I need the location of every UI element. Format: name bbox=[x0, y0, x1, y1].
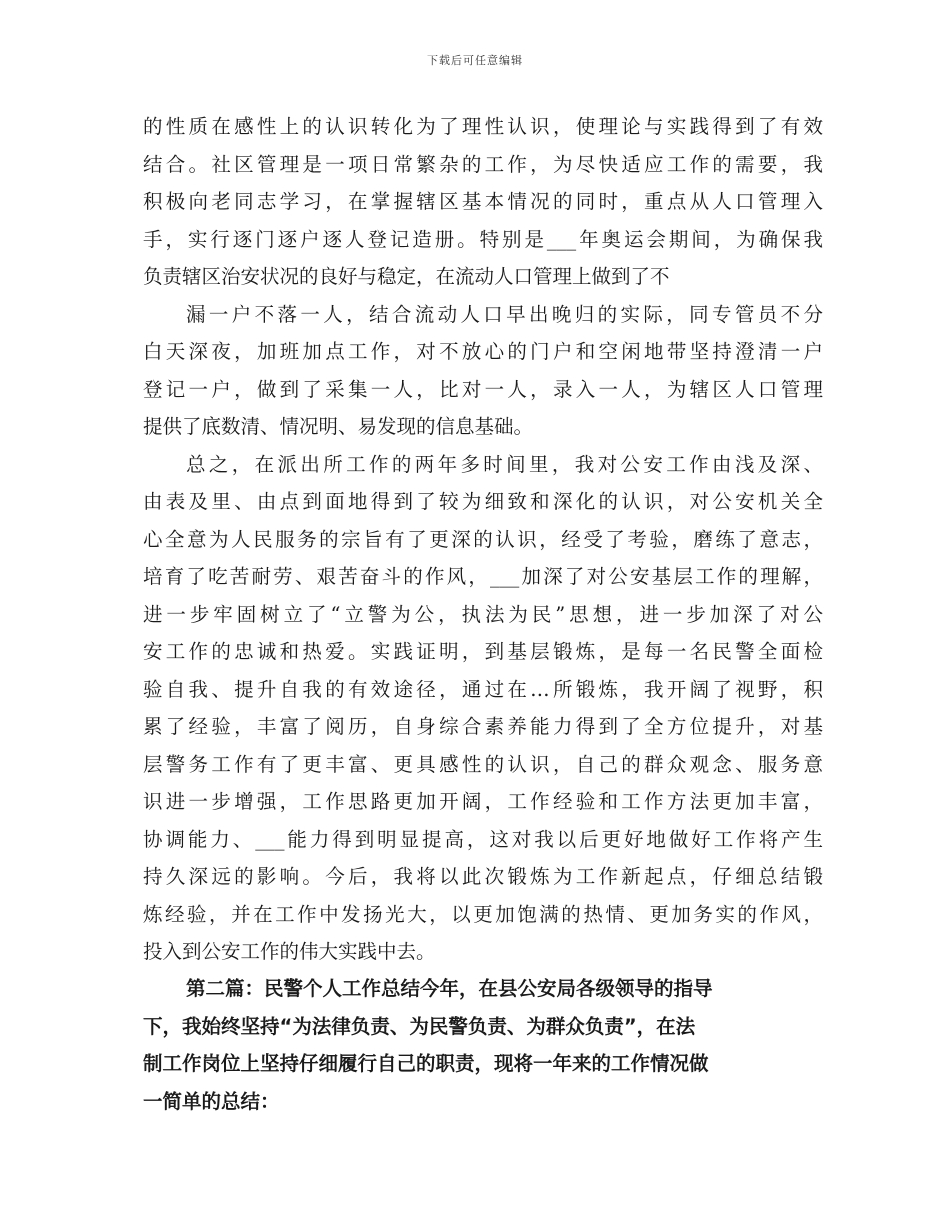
text-line: 积极向老同志学习，在掌握辖区基本情况的同时，重点从人口管理入 bbox=[143, 190, 823, 213]
text-line: 总之，在派出所工作的两年多时间里，我对公安工作由浅及深、 bbox=[186, 452, 823, 476]
section-line: 第二篇：民警个人工作总结今年，在县公安局各级领导的指导 bbox=[186, 977, 713, 1000]
text-line: 累了经验，丰富了阅历，自身综合素养能力得到了全方位提升，对基 bbox=[143, 715, 823, 738]
text-line: 负责辖区治安状况的良好与稳定，在流动人口管理上做到了不 bbox=[143, 265, 670, 288]
document-body bbox=[143, 108, 823, 971]
text-line: 白天深夜，加班加点工作，对不放心的门户和空闲地带坚持澄清一户 bbox=[143, 340, 823, 363]
text-line: 的性质在感性上的认识转化为了理性认识，使理论与实践得到了有效 bbox=[143, 115, 823, 138]
text-line: 登记一户，做到了采集一人，比对一人，录入一人，为辖区人口管理 bbox=[143, 377, 823, 401]
text-line: 培育了吃苦耐劳、艰苦奋斗的作风，___加深了对公安基层工作的理解， bbox=[143, 565, 823, 588]
text-line: 投入到公安工作的伟大实践中去。 bbox=[143, 940, 436, 963]
section-two-heading bbox=[143, 970, 823, 1120]
text-line: 漏一户不落一人，结合流动人口早出晚归的实际，同专管员不分 bbox=[186, 302, 823, 326]
text-line: 提供了底数清、情况明、易发现的信息基础。 bbox=[143, 415, 534, 438]
text-line: 识进一步增强，工作思路更加开阔，工作经验和工作方法更加丰富， bbox=[143, 790, 823, 813]
text-line: 心全意为人民服务的宗旨有了更深的认识，经受了考验，磨练了意志， bbox=[143, 527, 823, 551]
text-line: 验自我、提升自我的有效途径，通过在…所锻炼，我开阔了视野，积 bbox=[143, 677, 823, 701]
text-line: 由表及里、由点到面地得到了较为细致和深化的认识，对公安机关全 bbox=[143, 490, 823, 513]
page-header: 下载后可任意编辑 bbox=[427, 54, 523, 67]
text-line: 炼经验，并在工作中发扬光大，以更加饱满的热情、更加务实的作风， bbox=[143, 902, 823, 926]
section-line: 下，我始终坚持“为法律负责、为民警负责、为群众负责”，在法 bbox=[143, 1014, 696, 1038]
text-line: 手，实行逐门逐户逐人登记造册。特别是___年奥运会期间，为确保我 bbox=[143, 227, 823, 251]
text-line: 层警务工作有了更丰富、更具感性的认识，自己的群众观念、服务意 bbox=[143, 752, 823, 776]
text-line: 结合。社区管理是一项日常繁杂的工作，为尽快适应工作的需要，我 bbox=[143, 152, 823, 176]
section-line: 一简单的总结： bbox=[143, 1089, 280, 1113]
text-line: 协调能力、___能力得到明显提高，这对我以后更好地做好工作将产生 bbox=[143, 827, 823, 851]
section-line: 制工作岗位上坚持仔细履行自己的职责，现将一年来的工作情况做 bbox=[143, 1052, 709, 1075]
text-line: 安工作的忠诚和热爱。实践证明，到基层锻炼，是每一名民警全面检 bbox=[143, 640, 823, 663]
text-line: 进一步牢固树立了“立警为公，执法为民”思想，进一步加深了对公 bbox=[143, 602, 823, 626]
text-line: 持久深远的影响。今后，我将以此次锻炼为工作新起点，仔细总结锻 bbox=[143, 865, 823, 888]
